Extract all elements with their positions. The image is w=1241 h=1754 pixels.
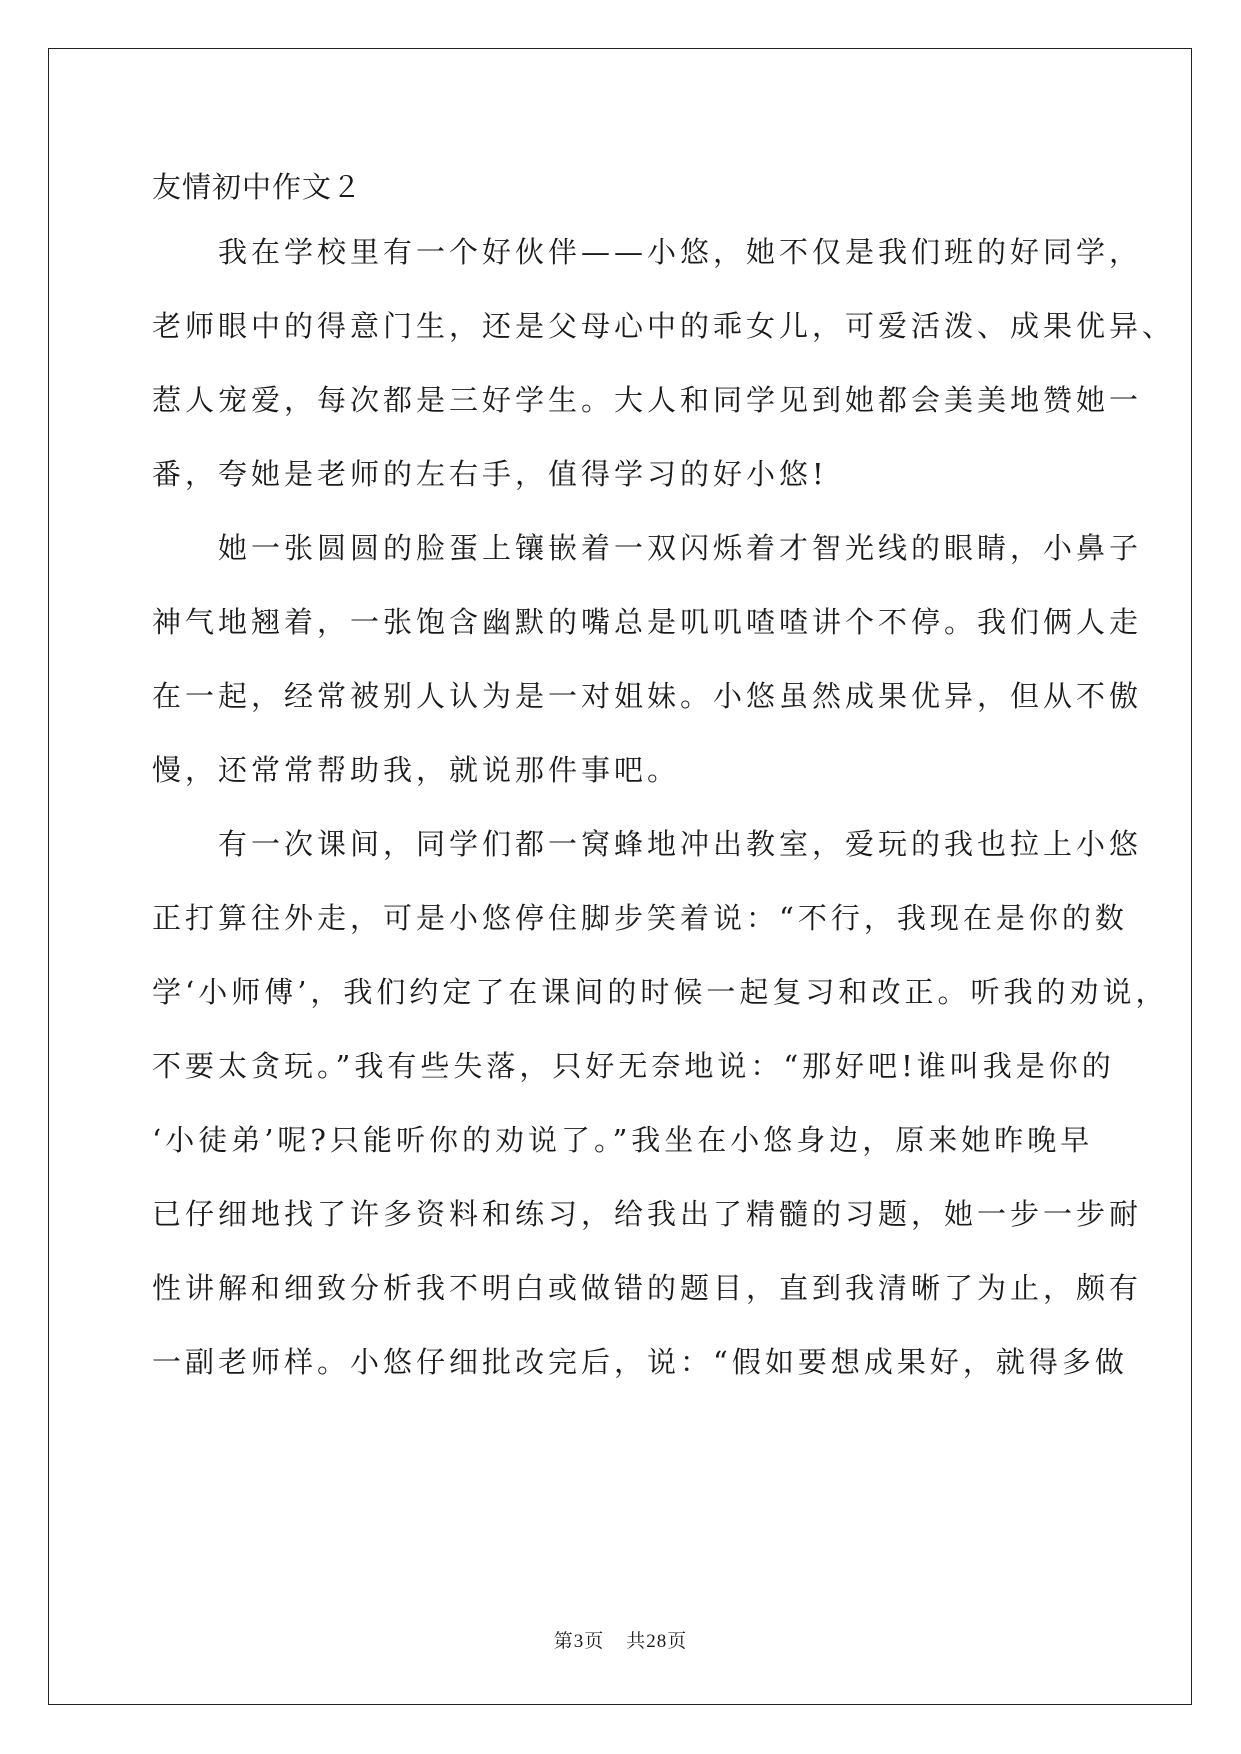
page-title: 友情初中作文２ [152, 170, 363, 204]
paragraph-line: 正打算往外走，可是小悠停住脚步笑着说：“不行，我现在是你的数 [152, 901, 1128, 935]
paragraph-line: 番，夸她是老师的左右手，值得学习的好小悠! [152, 457, 828, 491]
paragraph-line: 老师眼中的得意门生，还是父母心中的乖女儿，可爱活泼、成果优异、 [152, 309, 1176, 343]
paragraph-line: ‘小徒弟’呢?只能听你的劝说了。”我坐在小悠身边，原来她昨晚早 [152, 1123, 1094, 1157]
paragraph-line: 有一次课间，同学们都一窝蜂地冲出教室，爱玩的我也拉上小悠 [152, 827, 1143, 861]
paragraph-line: 不要太贪玩。”我有些失落，只好无奈地说：“那好吧!谁叫我是你的 [152, 1049, 1115, 1083]
paragraph-line: 性讲解和细致分析我不明白或做错的题目，直到我清晰了为止，颇有 [152, 1271, 1143, 1305]
page-total: 共28页 [626, 1631, 688, 1652]
paragraph-line: 神气地翘着，一张饱含幽默的嘴总是叽叽喳喳讲个不停。我们俩人走 [152, 605, 1143, 639]
paragraph-line: 已仔细地找了许多资料和练习，给我出了精髓的习题，她一步一步耐 [152, 1197, 1143, 1231]
page-frame [48, 48, 1192, 1705]
paragraph-line: 我在学校里有一个好伙伴——小悠，她不仅是我们班的好同学， [152, 235, 1143, 269]
paragraph-line: 慢，还常常帮助我，就说那件事吧。 [152, 753, 681, 787]
page-number: 第3页 [553, 1631, 605, 1652]
paragraph-line: 她一张圆圆的脸蛋上镶嵌着一双闪烁着才智光线的眼睛，小鼻子 [152, 531, 1143, 565]
page-footer [0, 1630, 1241, 1654]
paragraph-line: 学‘小师傅’，我们约定了在课间的时候一起复习和改正。听我的劝说， [152, 975, 1169, 1009]
paragraph-line: 在一起，经常被别人认为是一对姐妹。小悠虽然成果优异，但从不傲 [152, 679, 1143, 713]
paragraph-line: 惹人宠爱，每次都是三好学生。大人和同学见到她都会美美地赞她一 [152, 383, 1143, 417]
paragraph-line: 一副老师样。小悠仔细批改完后，说：“假如要想成果好，就得多做 [152, 1345, 1128, 1379]
